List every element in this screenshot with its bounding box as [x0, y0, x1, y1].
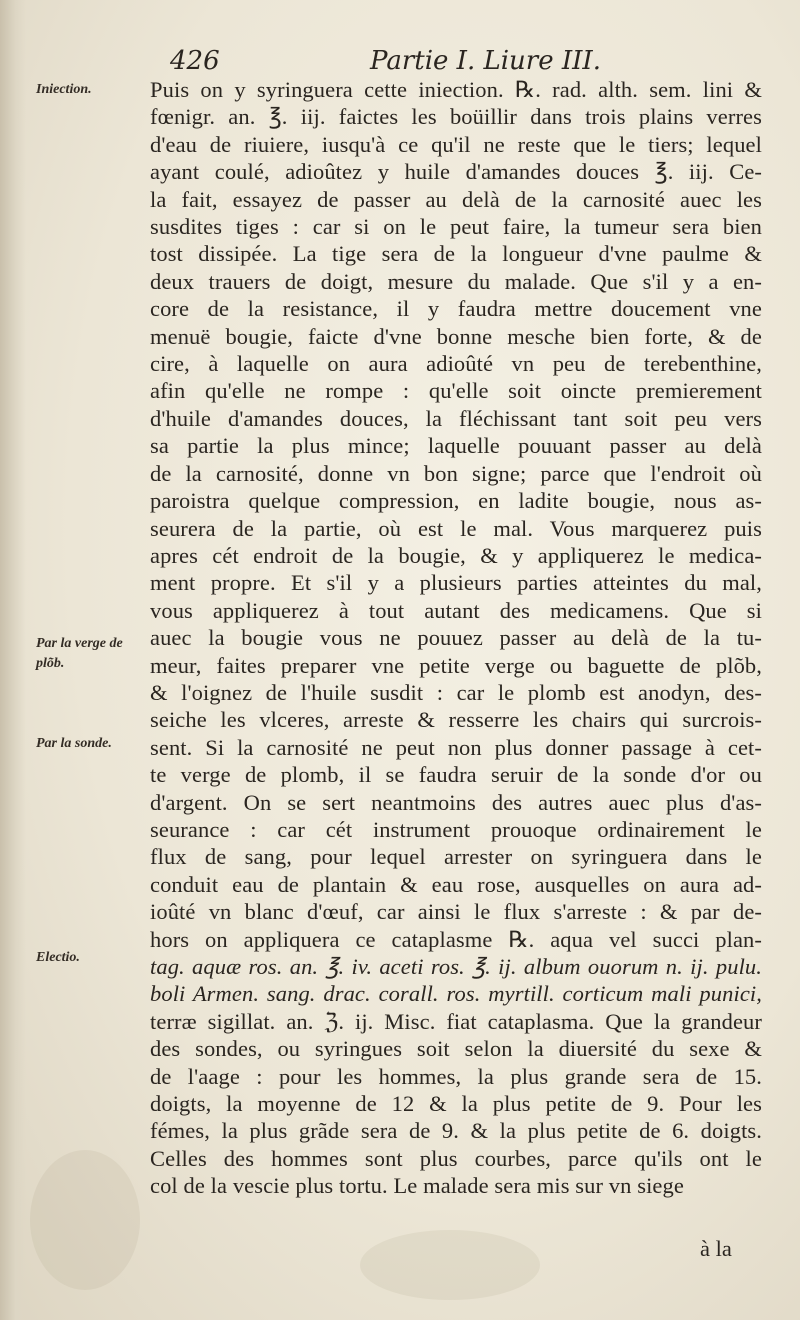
text-line: doigts, la moyenne de 12 & la plus petite de 9. Pour les — [150, 1091, 762, 1117]
text-line: de l'aage : pour les hommes, la plus grande sera de 15. — [150, 1063, 762, 1089]
text-line: auec la bougie vous ne pouuez passer au delà de la tu- — [150, 625, 762, 651]
margin-note-electio: Electio. — [36, 950, 80, 965]
text-line: deux trauers de doigt, mesure du malade. Que s'il y a en- — [150, 268, 762, 294]
text-line: sa partie la plus mince; laquelle pouuant passer au delà — [150, 433, 762, 459]
text-line: conduit eau de plantain & eau rose, ausquelles on aura ad- — [150, 871, 762, 897]
paper-stain — [360, 1230, 540, 1300]
text-line: de la carnosité, donne vn bon signe; parce que l'endroit où — [150, 460, 762, 486]
text-line: vous appliquerez à tout autant des medicamens. Que si — [150, 597, 762, 623]
text-line: apres cét endroit de la bougie, & y appliquerez le medica- — [150, 542, 762, 568]
text-line: flux de sang, pour lequel arrester on syringuera dans le — [150, 844, 762, 870]
text-line: seiche les vlceres, arreste & resserre les chairs qui surcrois- — [150, 707, 762, 733]
text-line: tost dissipée. La tige sera de la longueur d'vne paulme & — [150, 241, 762, 267]
page-header — [0, 40, 800, 80]
text-line-recipe: boli Armen. sang. drac. corall. ros. myrtill. corticum mali punici, — [150, 981, 762, 1007]
page-gutter-shadow — [0, 0, 26, 1320]
text-line: core de la resistance, il y faudra mettre doucement vne — [150, 296, 762, 322]
text-line: ioûté vn blanc d'œuf, car ainsi le flux s'arreste : & par de- — [150, 899, 762, 925]
text-line: Puis on y syringuera cette iniection. ℞. rad. alth. sem. lini & — [150, 77, 762, 102]
paper-stain — [30, 1150, 140, 1290]
text-line: d'huile d'amandes douces, la fléchissant tant soit peu vers — [150, 405, 762, 431]
text-line: ment propre. Et s'il y a plusieurs parties atteintes du mal, — [150, 570, 762, 596]
catchword: à la — [700, 1236, 732, 1261]
text-line: des sondes, ou syringues soit selon la diuersité du sexe & — [150, 1036, 762, 1062]
margin-note-injection: Iniection. — [36, 82, 92, 97]
text-line: col de la vescie plus tortu. Le malade sera mis sur vn siege — [150, 1173, 684, 1199]
text-line: susdites tiges : car si on le peut faire, la tumeur sera bien — [150, 214, 762, 240]
text-line: ayant coulé, adioûtez y huile d'amandes douces ℥. iij. Ce- — [150, 159, 762, 185]
text-line: te verge de plomb, il se faudra seruir de la sonde d'or ou — [150, 762, 762, 788]
text-line: la fait, essayez de passer au delà de la carnosité auec les — [150, 186, 762, 212]
text-line: sent. Si la carnosité ne peut non plus donner passage à cet- — [150, 734, 762, 760]
body-text — [150, 76, 762, 1200]
text-line: terræ sigillat. an. ℨ. ij. Misc. fiat cataplasma. Que la grandeur — [150, 1008, 762, 1034]
text-line: d'argent. On se sert neantmoins des autres auec plus d'as- — [150, 789, 762, 815]
text-line: cire, à laquelle on aura adioûté vn peu de terebenthine, — [150, 351, 762, 377]
text-line: seurera de la partie, où est le mal. Vous marquerez puis — [150, 515, 762, 541]
text-line: Celles des hommes sont plus courbes, parce qu'ils ont le — [150, 1145, 762, 1171]
margin-note-verge: Par la verge de plõb. — [36, 636, 123, 671]
text-line: seurance : car cét instrument prouoque ordinairement le — [150, 816, 762, 842]
page-number: 426 — [170, 46, 220, 76]
text-line: & l'oignez de l'huile susdit : car le plomb est anodyn, des- — [150, 679, 762, 705]
text-line-recipe: tag. aquæ ros. an. ℥. iv. aceti ros. ℥. ij. album ouorum n. ij. pulu. — [150, 954, 762, 979]
margin-note-sonde: Par la sonde. — [36, 736, 112, 751]
text-line: paroistra quelque compression, en ladite bougie, nous as- — [150, 488, 762, 514]
text-line: menuë bougie, faicte d'vne bonne mesche bien forte, & de — [150, 323, 762, 349]
text-line: fémes, la plus grãde sera de 9. & la plus petite de 6. doigts. — [150, 1118, 762, 1144]
text-line: meur, faites preparer vne petite verge ou baguette de plõb, — [150, 652, 762, 678]
text-line: hors on appliquera ce cataplasme ℞. aqua vel succi plan- — [150, 926, 762, 952]
text-line: d'eau de riuiere, iusqu'à ce qu'il ne reste que le tiers; lequel — [150, 131, 762, 157]
text-line: fœnigr. an. ℥. iij. faictes les boüillir dans trois plains verres — [150, 104, 762, 130]
running-title: Partie I. Liure III. — [370, 46, 601, 76]
text-line: afin qu'elle ne rompe : qu'elle soit oincte premierement — [150, 378, 762, 404]
